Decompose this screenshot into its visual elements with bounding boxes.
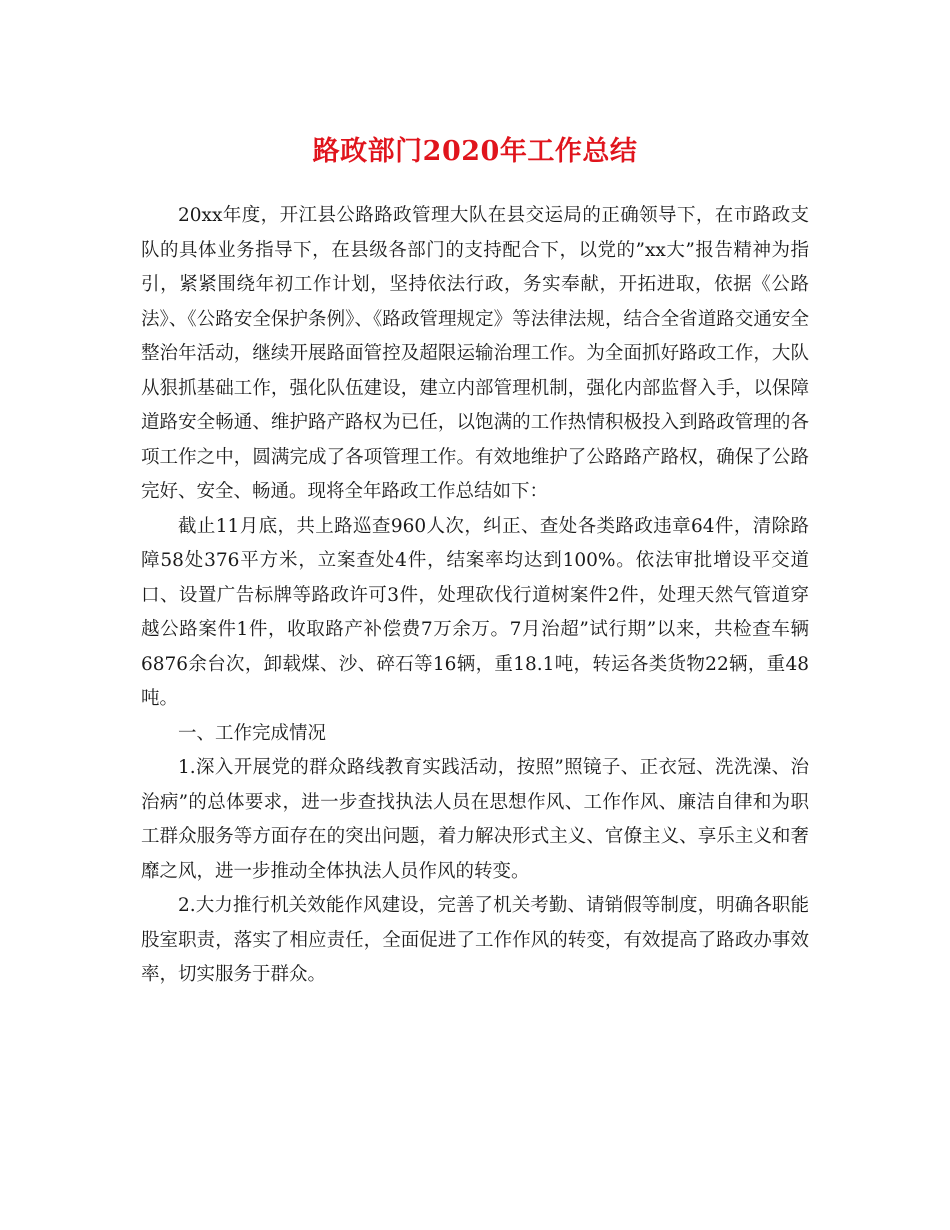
paragraph-statistics: 截止11月底，共上路巡查960人次，纠正、查处各类路政违章64件，清除路障58处376平方米，立案查处4件，结案率均达到100%。依法审批增设平交道口、设置广告标牌等路政许可3件，处理砍伐行道树案件2件，处理天然气管道穿越公路案件1件，收取路产补偿费7万余万。7月治超”试行期”以来，共检查车辆6876余台次，卸载煤、沙、碎石等16辆，重18.1吨，转运各类货物22辆，重48吨。 [141, 515, 809, 709]
document-title: 路政部门2020年工作总结 [312, 136, 638, 167]
document-body [141, 199, 809, 993]
paragraph-item-2: 2.大力推行机关效能作风建设，完善了机关考勤、请销假等制度，明确各职能股室职责，落实了相应责任，全面促进了工作作风的转变，有效提高了路政办事效率，切实服务于群众。 [141, 895, 809, 985]
paragraph-item-1: 1.深入开展党的群众路线教育实践活动，按照”照镜子、正衣冠、洗洗澡、治治病”的总体要求，进一步查找执法人员在思想作风、工作作风、廉洁自律和为职工群众服务等方面存在的突出问题，着力解决形式主义、官僚主义、享乐主义和奢靡之风，进一步推动全体执法人员作风的转变。 [141, 757, 809, 882]
paragraph-intro: 20xx年度，开江县公路路政管理大队在县交运局的正确领导下，在市路政支队的具体业务指导下，在县级各部门的支持配合下，以党的”xx大”报告精神为指引，紧紧围绕年初工作计划，坚持依法行政，务实奉献，开拓进取，依据《公路法》、《公路安全保护条例》、《路政管理规定》等法律法规，结合全省道路交通安全整治年活动，继续开展路面管控及超限运输治理工作。为全面抓好路政工作，大队从狠抓基础工作，强化队伍建设，建立内部管理机制，强化内部监督入手，以保障道路安全畅通、维护路产路权为已任，以饱满的工作热情积极投入到路政管理的各项工作之中，圆满完成了各项管理工作。有效地维护了公路路产路权，确保了公路完好、安全、畅通。现将全年路政工作总结如下： [141, 205, 809, 502]
section-heading: 一、工作完成情况 [178, 722, 327, 744]
